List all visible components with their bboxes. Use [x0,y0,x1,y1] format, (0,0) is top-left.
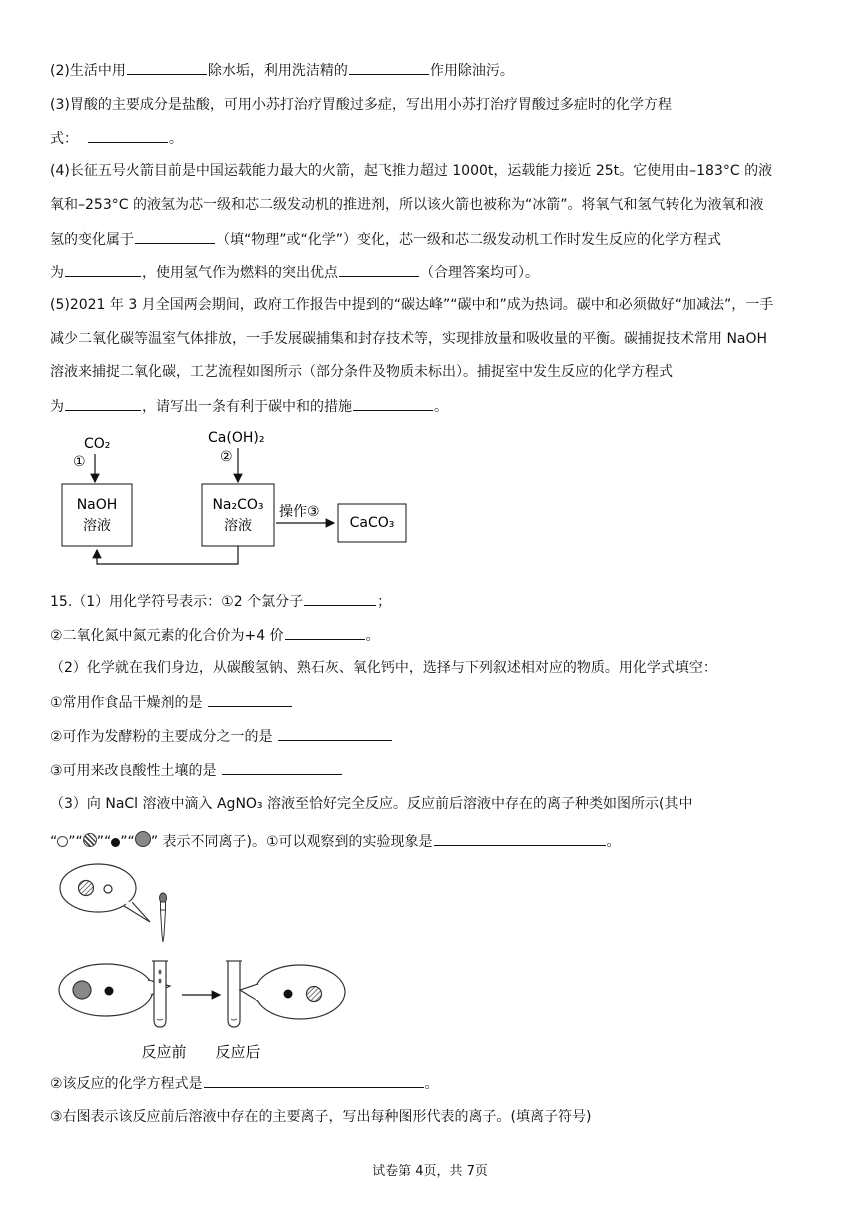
q5-text-a: 为 [50,399,64,415]
q15-text-f: ②可作为发酵粉的主要成分之一的是 [50,729,273,745]
q15-line2 [50,625,380,646]
q4-text-a: 氢的变化属于 [50,232,134,248]
answer-blank[interactable] [204,1073,424,1088]
na2co3-box [202,484,274,546]
q15-text-n: ②该反应的化学方程式是 [50,1076,203,1092]
q15-line7: （3）向 NaCl 溶液中滴入 AgNO₃ 溶液至恰好完全反应。反应前后溶液中存在的离子种类如图所示(其中 [50,796,693,812]
q4-line1: (4)长征五号火箭目前是中国运载能力最大的火箭，起飞推力超过 1000t，运载能力接近 25t。它使用由–183°C 的液 [50,163,773,179]
after-label: 反应后 [215,1043,261,1061]
naoh-label: NaOH [76,497,118,513]
answer-blank[interactable] [339,262,419,277]
q15-line1 [50,591,391,612]
page-footer: 试卷第 4页，共 7页 [372,1164,488,1179]
hatched-ion [307,987,322,1002]
answer-blank[interactable] [304,591,376,606]
operation3-label: 操作③ [279,504,320,520]
na2co3-solution-label: 溶液 [224,518,252,534]
q3-text-b: 。 [168,131,183,147]
q15-text-k: ”“ [120,834,135,850]
q4-text-c: 为 [50,265,64,281]
before-label: 反应前 [141,1043,187,1061]
q3-text-a: 式： [50,131,78,147]
hollow-ion [104,885,112,893]
q5-text-c: 。 [434,399,448,415]
q2-text-a: (2)生活中用 [50,63,126,79]
answer-blank[interactable] [88,128,168,143]
hatched-circle-icon [83,833,97,847]
step1-label: ① [73,454,86,470]
q5-text-b: ，请写出一条有利于碳中和的措施 [142,399,352,415]
q5-line2: 减少二氧化碳等温室气体排放，一手发展碳捕集和封存技术等，实现排放量和吸收量的平衡。碳捕捉技术常用 NaOH [50,331,768,347]
answer-blank[interactable] [127,60,207,75]
q2-text-b: 除水垢，利用洗洁精的 [207,63,348,79]
q3-line2 [50,128,183,149]
q4-text-d: ，使用氢气作为燃料的突出优点 [142,265,338,281]
answer-blank[interactable] [349,60,429,75]
q5-line3: 溶液来捕捉二氧化碳，工艺流程如图所示（部分条件及物质未标出）。捕捉室中发生反应的化学方程式 [50,364,673,380]
test-tube-after-icon [226,961,242,1027]
q4-text-b: （填“物理”或“化学”）变化，芯一级和芯二级发动机工作时发生反应的化学方程式 [216,232,722,248]
q15-text-c: ②二氧化氮中氮元素的化合价为+4 价 [50,628,284,644]
answer-blank[interactable] [278,726,392,741]
q4-text-e: （合理答案均可）。 [420,265,539,281]
q15-text-m: 。 [606,834,621,850]
black-ion [105,987,114,996]
test-tube-before-icon [152,961,168,1027]
hatched-ion [79,881,94,896]
q15-text-o: 。 [424,1076,439,1092]
q5-line1: (5)2021 年 3 月全国两会期间，政府工作报告中提到的“碳达峰”“碳中和”成为热词。碳中和必须做好“加减法”，一手 [50,297,774,313]
q15-line4 [50,692,293,713]
q15-line9 [50,1073,439,1094]
co2-label: CO₂ [84,436,111,452]
dropper-ions-bubble [60,864,150,922]
gray-ion [73,981,91,999]
q15-text-h: “ [50,834,58,850]
black-ion [284,990,293,999]
q15-text-i: ”“ [68,834,83,850]
recycle-arrow [97,546,238,564]
q15-line3: （2）化学就在我们身边，从碳酸氢钠、熟石灰、氧化钙中，选择与下列叙述相对应的物质。用化学式填空： [50,660,717,676]
q15-line10: ③右图表示该反应前后溶液中存在的主要离子，写出每种图形代表的离子。(填离子符号) [50,1109,592,1125]
after-ions-bubble [240,965,345,1019]
answer-blank[interactable] [208,692,292,707]
q2-line [50,60,514,81]
answer-blank[interactable] [65,262,141,277]
q15-line8 [50,831,621,852]
gray-circle-icon [135,831,151,847]
naoh-solution-label: 溶液 [83,518,111,534]
q15-text-e: ①常用作食品干燥剂的是 [50,695,203,711]
q4-line4 [50,262,539,283]
answer-blank[interactable] [353,396,433,411]
q15-text-a: 15.（1）用化学符号表示：①2 个氯分子 [50,594,304,610]
q15-line5 [50,726,393,747]
black-dot-icon [111,838,120,847]
q5-line4 [50,396,448,417]
q15-text-b: ； [377,594,392,610]
answer-blank[interactable] [434,831,606,846]
carbon-capture-flow-diagram [50,426,430,566]
q15-text-j: ”“ [96,834,112,850]
q15-text-d: 。 [365,628,380,644]
naoh-box [62,484,132,546]
na2co3-label: Na₂CO₃ [212,497,264,513]
hollow-circle-icon [57,836,68,847]
q15-line6 [50,760,343,781]
q15-text-l: ” 表示不同离子)。①可以观察到的实验现象是 [150,834,433,850]
dropper-icon [160,893,167,942]
step2-label: ② [220,449,233,465]
q2-text-c: 作用除油污。 [429,63,514,79]
answer-blank[interactable] [222,760,342,775]
ion-reaction-diagram [50,860,370,1065]
answer-blank[interactable] [285,625,365,640]
q3-line1: (3)胃酸的主要成分是盐酸，可用小苏打治疗胃酸过多症，写出用小苏打治疗胃酸过多症时的化学方程 [50,97,672,113]
q15-text-g: ③可用来改良酸性土壤的是 [50,763,217,779]
answer-blank[interactable] [135,229,215,244]
q4-line3 [50,229,721,250]
caco3-label: CaCO₃ [349,515,395,531]
caoh2-label: Ca(OH)₂ [208,430,265,446]
q4-line2: 氧和–253°C 的液氢为芯一级和芯二级发动机的推进剂，所以该火箭也被称为“冰箭”。将氧气和氢气转化为液氧和液 [50,197,764,213]
answer-blank[interactable] [65,396,141,411]
